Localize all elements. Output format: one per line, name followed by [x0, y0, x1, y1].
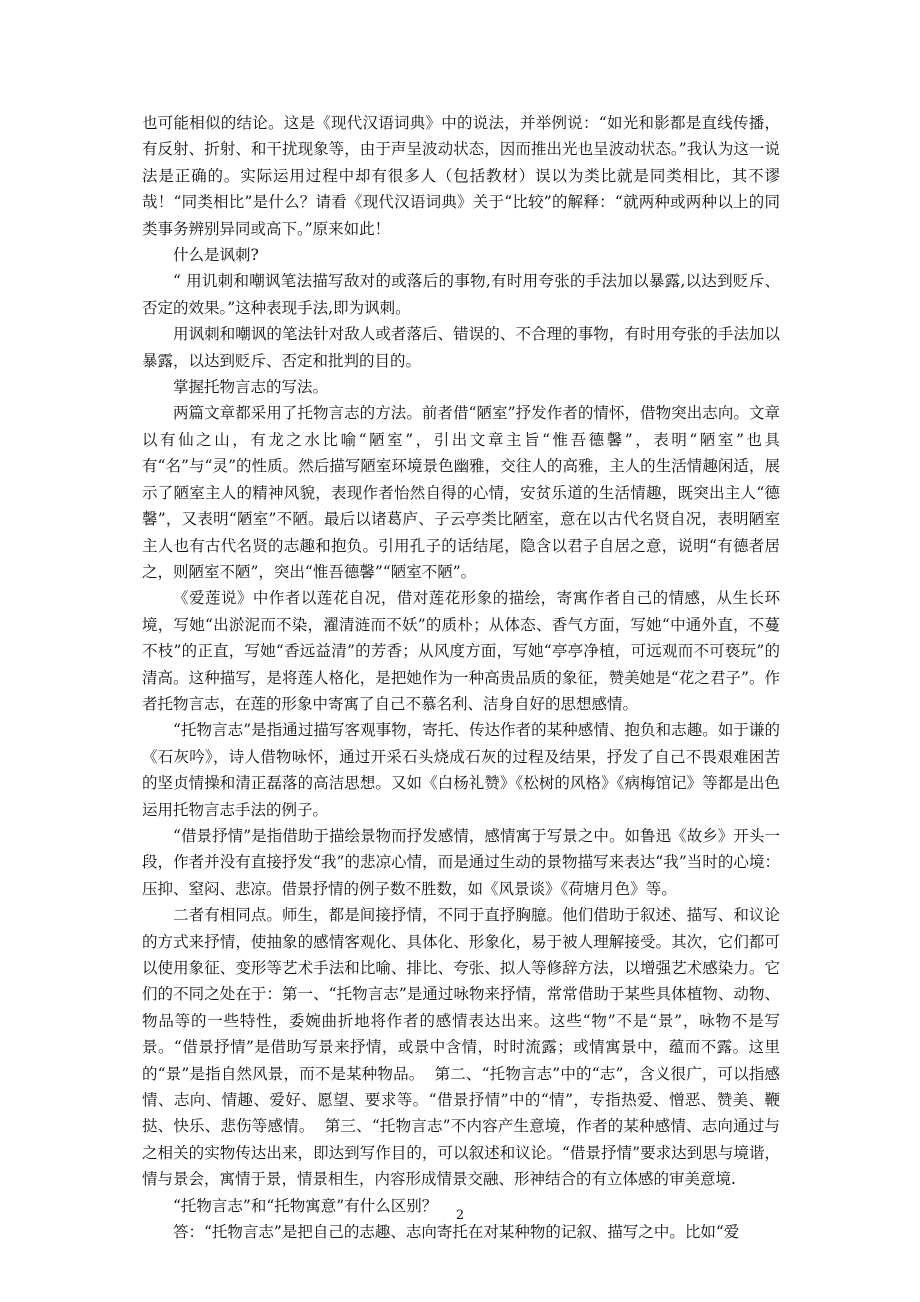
paragraph-5: 掌握托物言志的写法。: [173, 378, 329, 397]
paragraph-12: 答：“托物言志”是把自己的志趣、志向寄托在对某种物的记叙、描写之中。比如“爱: [173, 1223, 740, 1242]
paragraph-4: 用讽刺和嘲讽的笔法针对敌人或者落后、错误的、不合理的事物，有时用夸张的手法加以暴露，以达到贬斥、否定和批判的目的。: [142, 325, 780, 370]
paragraph-7: 《爱莲说》中作者以莲花自况，借对莲花形象的描绘，寄寓作者自己的情感，从生长环境，写她“出淤泥而不染，濯清涟而不妖”的质朴；从体态、香气方面，写她“中通外直，不蔓不枝”的正直，写她“香远益清”的芳香；从风度方面，写她“亭亭净植，可远观而不可亵玩”的清高。这种描写，是将莲人格化，是把她作为一种高贵品质的象征，赞美她是“花之君子”。作者托物言志，在莲的形象中寄寓了自己不慕名利、洁身自好的思想感情。: [142, 589, 780, 713]
paragraph-1: 也可能相似的结论。这是《现代汉语词典》中的说法，并举例说：“如光和影都是直线传播，有反射、折射、和干扰现象等，由于声呈波动状态，因而推出光也呈波动状态。”我认为这一说法是正确的。实际运用过程中却有很多人（包括教材）误以为类比就是同类相比，其不谬哉！“同类相比”是什么？请看《现代汉语词典》关于“比较”的解释：“就两种或两种以上的同类事务辨别异同或高下。”原来如此！: [142, 114, 780, 238]
paragraph-9: “借景抒情”是指借助于描绘景物而抒发感情，感情寓于写景之中。如鲁迅《故乡》开头一段，作者并没有直接抒发“我”的悲凉心情，而是通过生动的景物描写来表达“我”当时的心境：压抑、窒闷、悲凉。借景抒情的例子数不胜数，如《风景谈》《荷塘月色》等。: [142, 826, 780, 898]
paragraph-10: 二者有相同点。师生，都是间接抒情，不同于直抒胸臆。他们借助于叙述、描写、和议论的方式来抒情，使抽象的感情客观化、具体化、形象化，易于被人理解接受。其次，它们都可以使用象征、变形等艺术手法和比喻、排比、夸张、拟人等修辞方法，以增强艺术感染力。它们的不同之处在于：第一、“托物言志”是通过咏物来抒情，常常借助于某些具体植物、动物、物品等的一些特性，委婉曲折地将作者的感情表达出来。这些“物”不是“景”，咏物不是写景。“借景抒情”是借助写景来抒情，或景中含情，时时流露；或情寓景中，蕴而不露。这里的“景”是指自然风景，而不是某种物品。 第二、“托物言志”中的“志”，含义很广，可以指感情、志向、情趣、爱好、愿望、要求等。“借景抒情”中的“情”，专指热爱、憎恶、赞美、鞭挞、快乐、悲伤等感情。 第三、“托物言志”不内容产生意境，作者的某种感情、志向通过与之相关的实物传达出来，即达到写作目的，可以叙述和议论。“借景抒情”要求达到思与境谐，情与景会，寓情于景，情景相生，内容形成情景交融、形神结合的有立体感的审美意境.: [142, 906, 780, 1189]
page-number: 2: [455, 1208, 465, 1223]
paragraph-2: 什么是讽刺?: [173, 246, 259, 265]
paragraph-11: “托物言志”和“托物寓意”有什么区别？: [173, 1196, 438, 1215]
body-text: [142, 110, 780, 1245]
paragraph-8: “托物言志”是指通过描写客观事物，寄托、传达作者的某种感情、抱负和志趣。如于谦的《石灰吟》，诗人借物咏怀，通过开采石头烧成石灰的过程及结果，抒发了自己不畏艰难困苦的坚贞情操和清正磊落的高洁思想。又如《白杨礼赞》《松树的风格》《病梅馆记》等都是出色运用托物言志手法的例子。: [142, 721, 780, 819]
paragraph-6: 两篇文章都采用了托物言志的方法。前者借“陋室”抒发作者的情怀，借物突出志向。文章以有仙之山，有龙之水比喻“陋室”，引出文章主旨“惟吾德馨”，表明“陋室”也具有“名”与“灵”的性质。然后描写陋室环境景色幽雅，交往人的高雅，主人的生活情趣闲适，展示了陋室主人的精神风貌，表现作者怡然自得的心情，安贫乐道的生活情趣，既突出主人“德馨”，又表明“陋室”不陋。最后以诸葛庐、子云亭类比陋室，意在以古代名贤自况，表明陋室主人也有古代名贤的志趣和抱负。引用孔子的话结尾，隐含以君子自居之意，说明“有德者居之，则陋室不陋”，突出“惟吾德馨”“陋室不陋”。: [142, 404, 781, 581]
paragraph-3: “ 用讥刺和嘲讽笔法描写敌对的或落后的事物,有时用夸张的手法加以暴露,以达到贬斥、否定的效果。”这种表现手法,即为讽刺。: [142, 272, 780, 317]
